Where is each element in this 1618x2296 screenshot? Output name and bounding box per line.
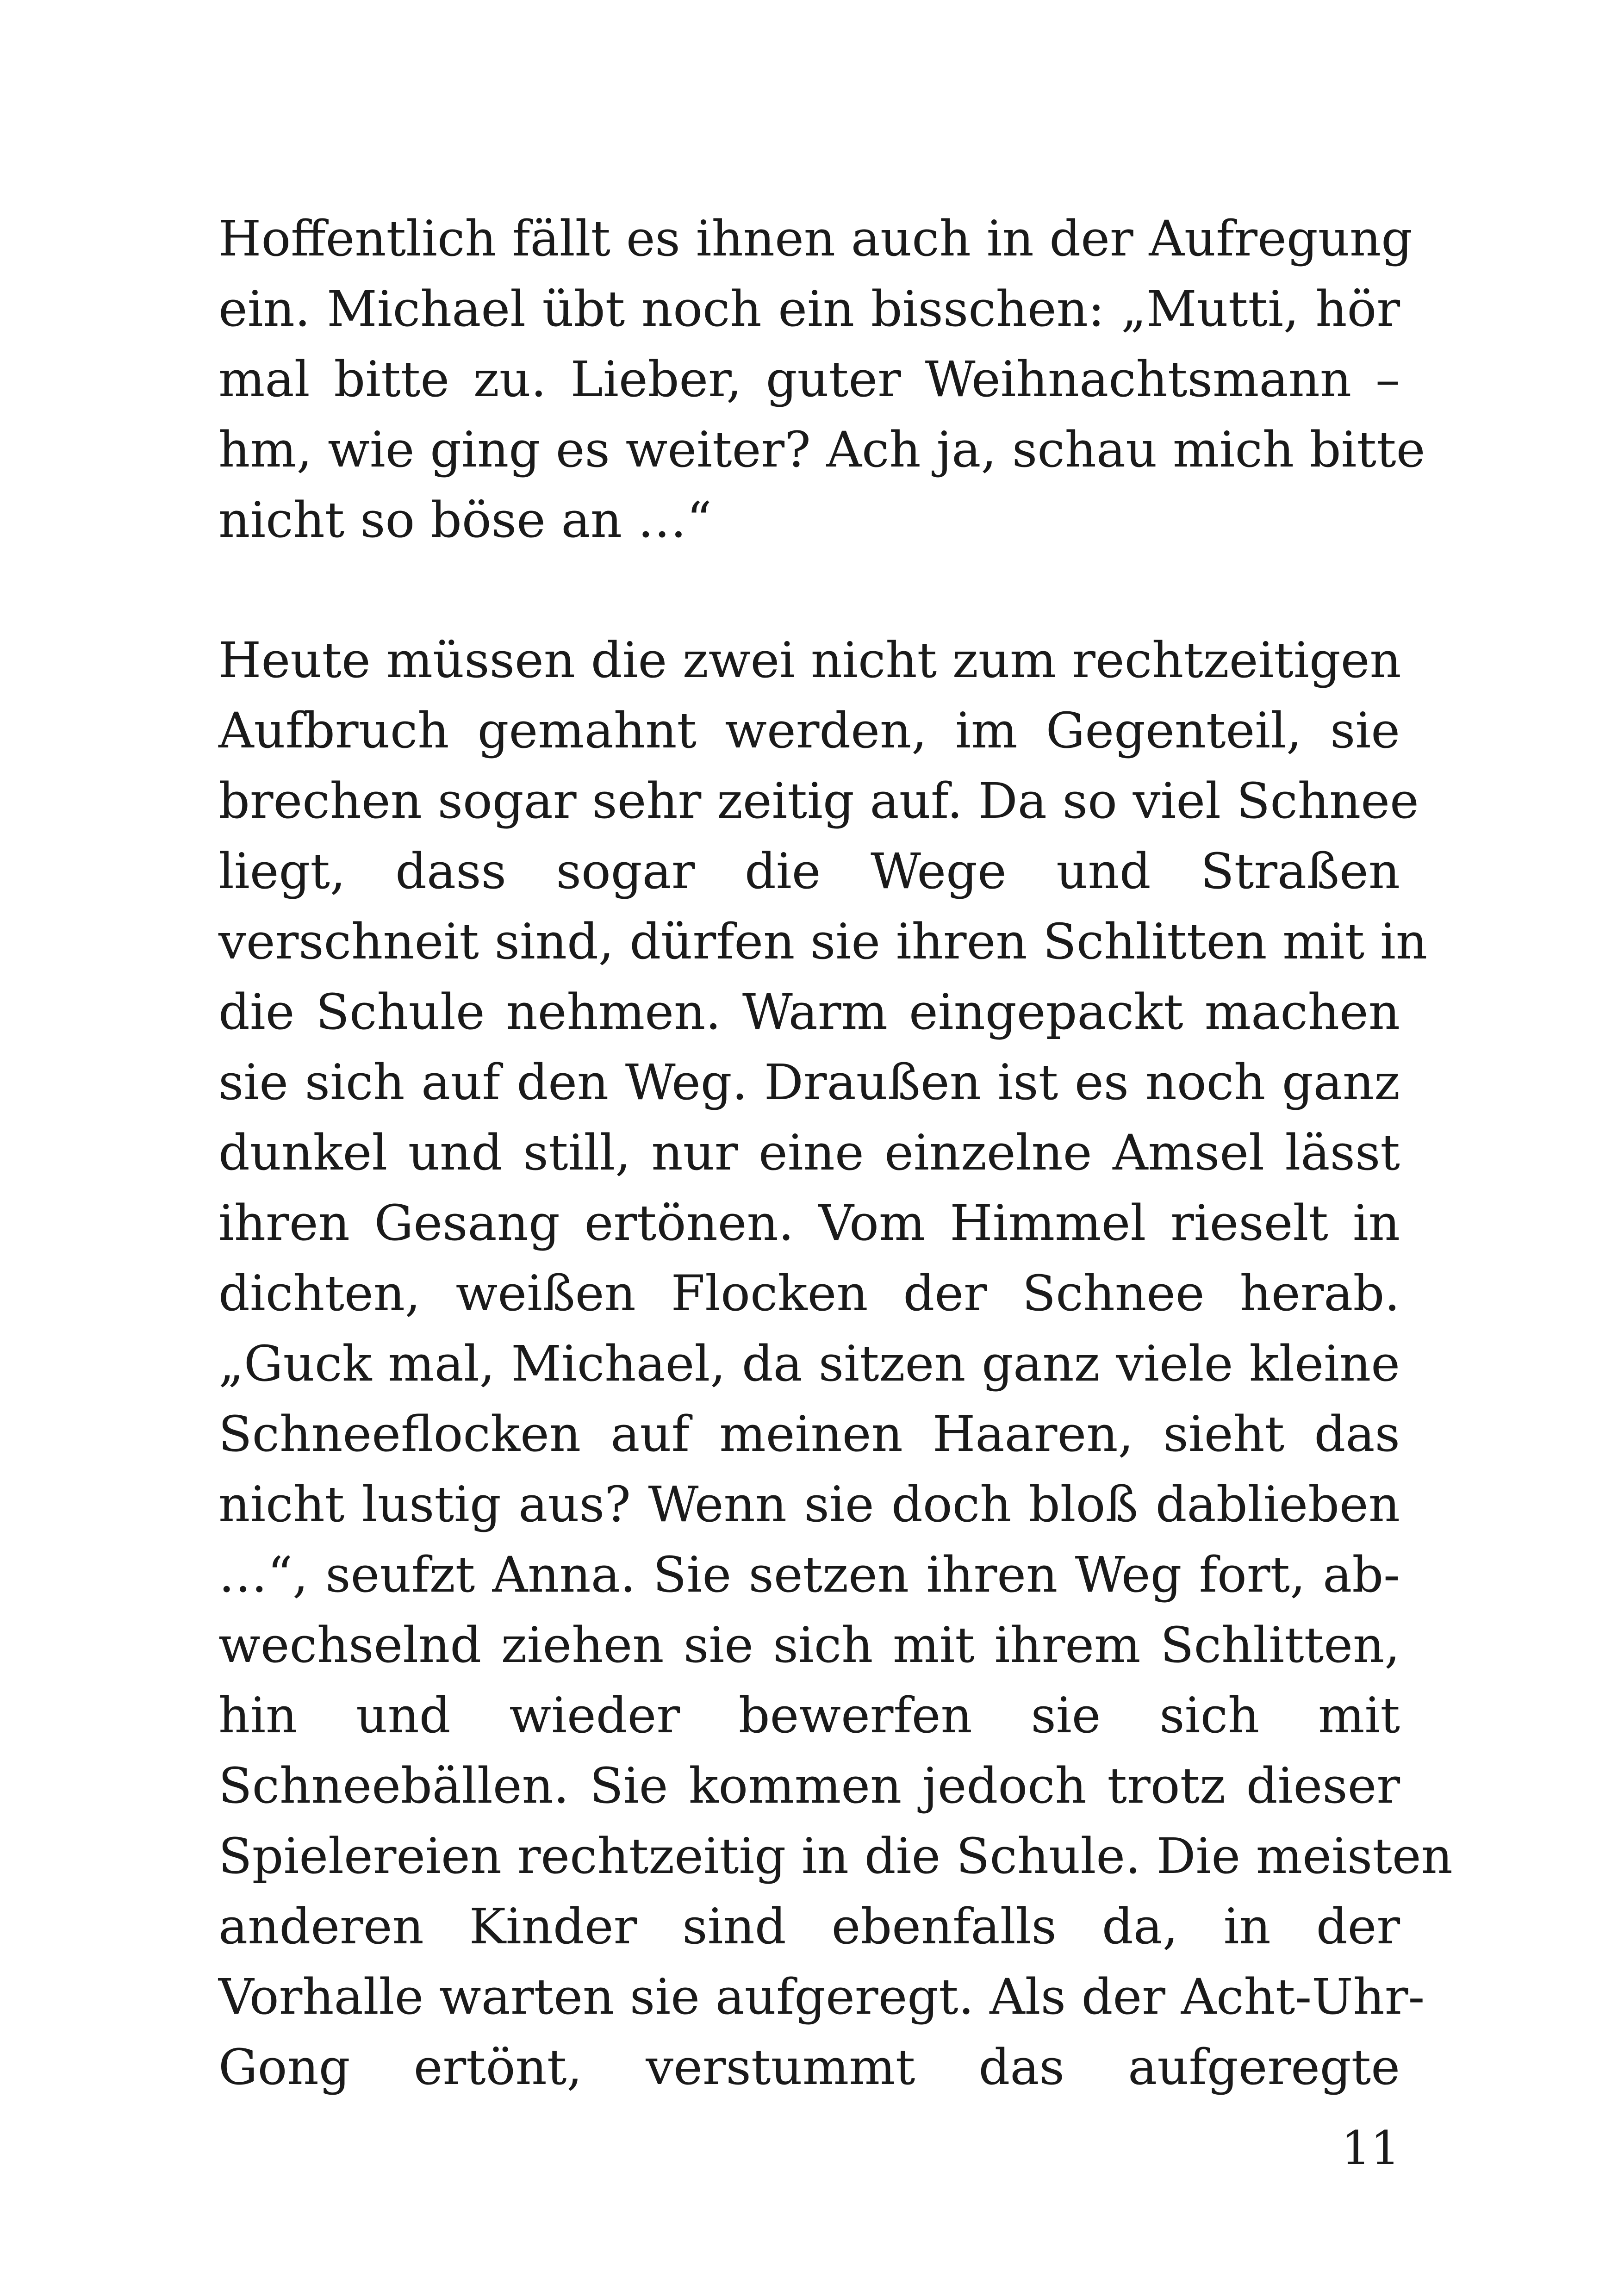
text-line: anderen Kinder sind ebenfalls da, in der: [218, 1898, 1400, 1955]
text-line: ein. Michael übt noch ein bisschen: „Mutti, hör: [218, 280, 1400, 337]
text-line: dunkel und still, nur eine einzelne Amsel lässt: [218, 1124, 1400, 1181]
paragraph: [218, 204, 1425, 555]
text-line: verschneit sind, dürfen sie ihren Schlitten mit in: [218, 913, 1428, 970]
text-line: Hoffentlich fällt es ihnen auch in der Aufregung: [218, 210, 1413, 267]
text-line: mal bitte zu. Lieber, guter Weihnachtsmann –: [218, 351, 1400, 408]
text-line: brechen sogar sehr zeitig auf. Da so viel Schnee: [218, 772, 1419, 829]
text-line: ihren Gesang ertönen. Vom Himmel rieselt in: [218, 1195, 1400, 1251]
text-line: nicht lustig aus? Wenn sie doch bloß dablieben: [218, 1476, 1400, 1533]
text-line: nicht so böse an …“: [218, 492, 712, 548]
text-line: Schneebällen. Sie kommen jedoch trotz dieser: [218, 1757, 1400, 1814]
text-line: Vorhalle warten sie aufgeregt. Als der Acht-Uhr-: [218, 1968, 1425, 2025]
text-line: Spielereien rechtzeitig in die Schule. Die meisten: [218, 1828, 1453, 1885]
text-line: „Guck mal, Michael, da sitzen ganz viele kleine: [218, 1335, 1400, 1392]
paragraph: [218, 625, 1453, 2103]
body-text: [218, 204, 1453, 2103]
text-line: Heute müssen die zwei nicht zum rechtzeitigen: [218, 632, 1401, 689]
text-line: hin und wieder bewerfen sie sich mit: [218, 1687, 1400, 1744]
paragraph-gap: [218, 555, 1400, 625]
text-line: dichten, weißen Flocken der Schnee herab.: [218, 1265, 1400, 1322]
page-number: 11: [1341, 2121, 1400, 2175]
text-line: …“, seufzt Anna. Sie setzen ihren Weg fort, ab-: [218, 1546, 1400, 1603]
text-line: sie sich auf den Weg. Draußen ist es noch ganz: [218, 1054, 1400, 1111]
text-line: Aufbruch gemahnt werden, im Gegenteil, sie: [218, 702, 1400, 759]
text-line: Gong ertönt, verstummt das aufgeregte: [218, 2039, 1400, 2096]
text-line: Schneeflocken auf meinen Haaren, sieht das: [218, 1406, 1400, 1462]
text-line: liegt, dass sogar die Wege und Straßen: [218, 843, 1400, 900]
text-line: die Schule nehmen. Warm eingepackt machen: [218, 983, 1400, 1040]
text-line: wechselnd ziehen sie sich mit ihrem Schlitten,: [218, 1617, 1400, 1674]
text-line: hm, wie ging es weiter? Ach ja, schau mich bitte: [218, 421, 1425, 478]
